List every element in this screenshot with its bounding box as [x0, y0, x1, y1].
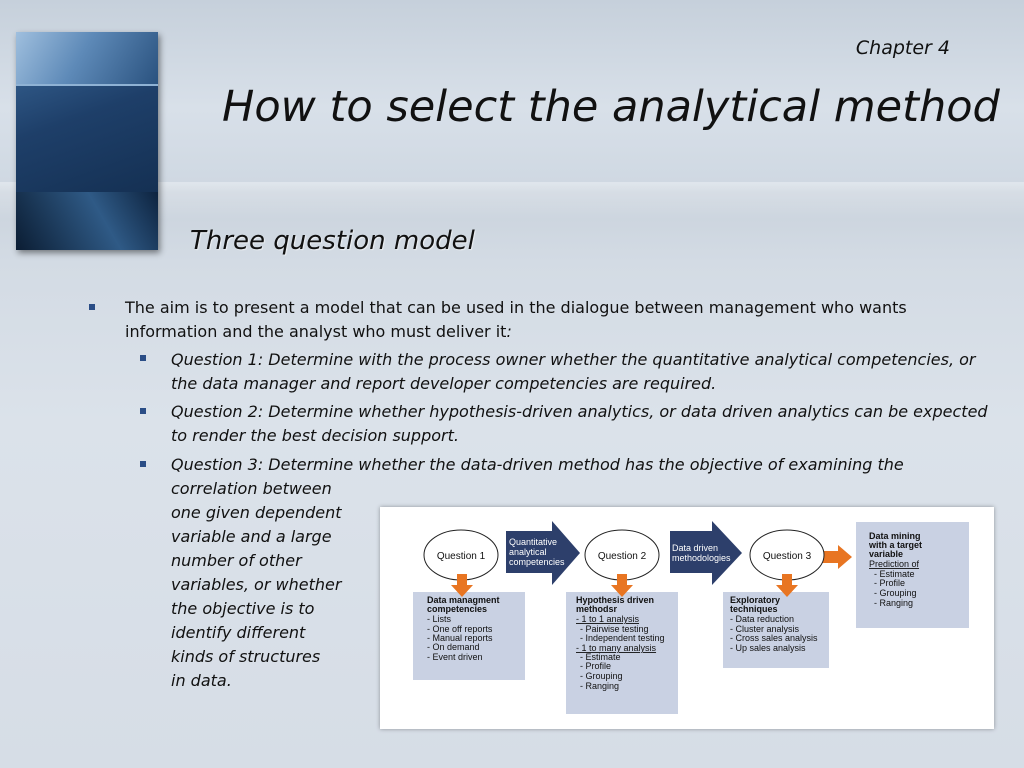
slide-title: How to select the analytical method — [222, 82, 1000, 132]
box1-item: - Event driven — [427, 652, 483, 662]
question3-line1: Question 3: Determine whether the data-driven method has the objective of examining the — [171, 455, 904, 474]
box2-title-1: Hypothesis driven — [576, 595, 655, 605]
question1-line2: the data manager and report developer competencies are required. — [171, 374, 717, 393]
cover-photo-top — [16, 32, 158, 84]
arrow2-label-2: methodologies — [672, 553, 731, 563]
question2-line1: Question 2: Determine whether hypothesis-driven analytics, or data driven analytics can be expected — [171, 402, 988, 421]
question3-line9: kinds of structures — [171, 647, 321, 666]
box4-title-3: variable — [869, 549, 904, 559]
question2-line2: to render the best decision support. — [171, 426, 459, 445]
cover-photo-bottom — [16, 192, 158, 250]
question3-line6: variables, or whether — [171, 575, 342, 594]
section-subtitle: Three question model — [190, 226, 475, 256]
box3-item: - Cross sales analysis — [730, 633, 818, 643]
question1-label: Question 1 — [436, 551, 486, 562]
question3-label: Question 3 — [762, 551, 812, 562]
box4-title-2: with a target — [869, 540, 923, 550]
arrow2-label-1: Data driven — [672, 543, 719, 553]
box4-title-1: Data mining — [869, 531, 921, 541]
box4-item: - Grouping — [874, 588, 917, 598]
box1-title-2: competencies — [427, 604, 488, 614]
box1-item: - One off reports — [427, 624, 493, 634]
question2-label: Question 2 — [597, 551, 647, 562]
box3-title-2: techniques — [730, 604, 778, 614]
box2-item: - 1 to 1 analysis — [576, 614, 640, 624]
question3-line4: variable and a large — [171, 527, 332, 546]
sub-bullet-square-icon — [140, 408, 146, 414]
box1-item: - On demand — [427, 642, 480, 652]
three-question-diagram — [380, 507, 994, 729]
box2-item: - Estimate — [580, 652, 621, 662]
box3-item: - Up sales analysis — [730, 643, 806, 653]
box2-item: - 1 to many analysis — [576, 643, 657, 653]
box4-item: - Estimate — [874, 569, 915, 579]
main-bullet-line2: information and the analyst who must deliver it: — [125, 322, 512, 341]
bullet-square-icon — [89, 304, 95, 310]
sub-bullet-square-icon — [140, 461, 146, 467]
arrow1-label-3: competencies — [509, 557, 565, 567]
question1-line1: Question 1: Determine with the process owner whether the quantitative analytical competencies, or — [171, 350, 976, 369]
box3-item: - Data reduction — [730, 614, 795, 624]
box2-item: - Profile — [580, 661, 612, 671]
box1-item: - Manual reports — [427, 633, 493, 643]
box4-item: - Profile — [874, 578, 906, 588]
box2-title-2: methodsr — [576, 604, 618, 614]
arrow1-label-2: analytical — [509, 547, 547, 557]
box3-item: - Cluster analysis — [730, 624, 800, 634]
chapter-label: Chapter 4 — [855, 37, 950, 59]
box4-item: - Ranging — [874, 598, 914, 608]
box4-item: Prediction of — [869, 559, 920, 569]
question3-line10: in data. — [171, 671, 232, 690]
box1-title-1: Data managment — [427, 595, 500, 605]
box3-title-1: Exploratory — [730, 595, 781, 605]
question3-line7: the objective is to — [171, 599, 315, 618]
question3-line8: identify different — [171, 623, 306, 642]
sub-bullet-square-icon — [140, 355, 146, 361]
box2-item: - Independent testing — [580, 633, 665, 643]
book-cover-image — [16, 32, 158, 250]
arrow1-label-1: Quantitative — [509, 537, 558, 547]
main-bullet-line1: The aim is to present a model that can be used in the dialogue between management who wants — [125, 298, 907, 317]
question3-line2: correlation between — [171, 479, 332, 498]
cover-divider — [16, 84, 158, 86]
box2-item: - Ranging — [580, 681, 620, 691]
box2-item: - Pairwise testing — [580, 624, 649, 634]
question3-line3: one given dependent — [171, 503, 342, 522]
box1-item: - Lists — [427, 614, 452, 624]
box2-item: - Grouping — [580, 671, 623, 681]
question3-line5: number of other — [171, 551, 302, 570]
